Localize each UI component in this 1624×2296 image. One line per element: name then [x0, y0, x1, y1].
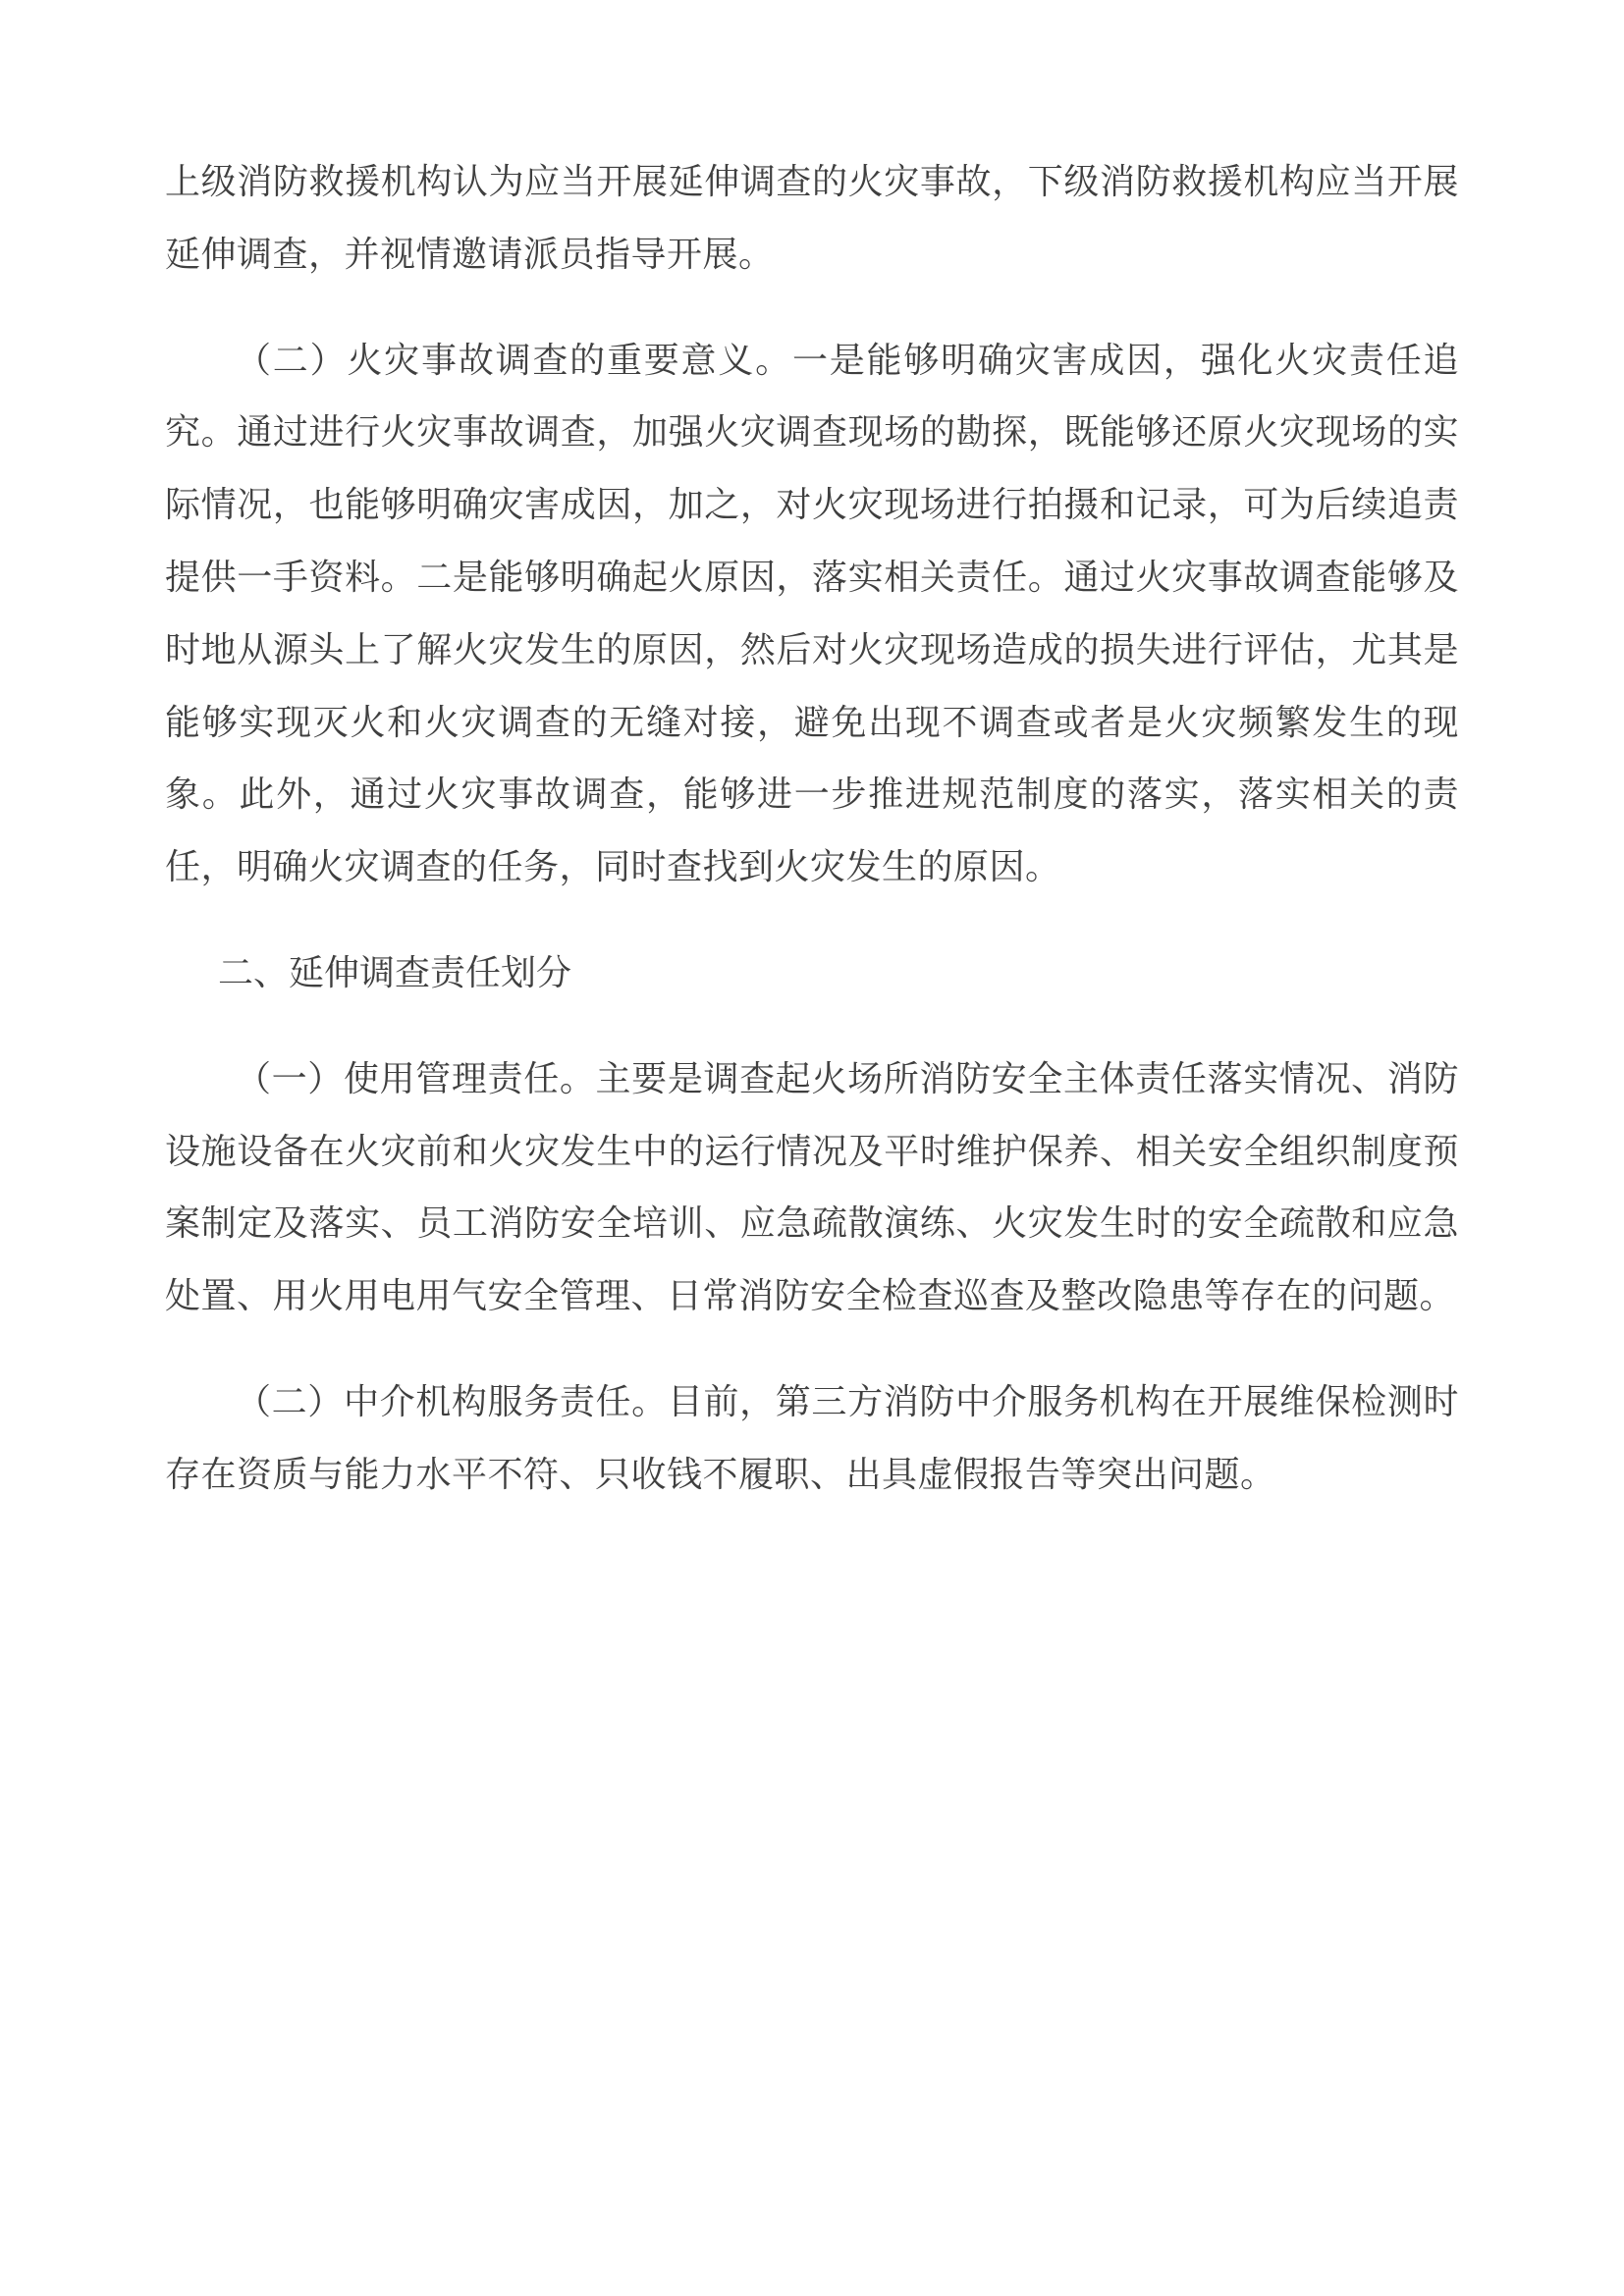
paragraph-section-2-1: （一）使用管理责任。主要是调查起火场所消防安全主体责任落实情况、消防设施设备在火灾前和火灾发生中的运行情况及平时维护保养、相关安全组织制度预案制定及落实、员工消防安全培训、应急疏散演练、火灾发生时的安全疏散和应急处置、用火用电用气安全管理、日常消防安全检查巡查及整改隐患等存在的问题。 — [165, 1057, 1459, 1316]
paragraph-continuation: 上级消防救援机构认为应当开展延伸调查的火灾事故，下级消防救援机构应当开展延伸调查，并视情邀请派员指导开展。 — [165, 161, 1459, 274]
paragraph-section-2-2: （二）中介机构服务责任。目前，第三方消防中介服务机构在开展维保检测时存在资质与能力水平不符、只收钱不履职、出具虚假报告等突出问题。 — [165, 1380, 1459, 1494]
section-heading-2: 二、延伸调查责任划分 — [218, 951, 572, 992]
paragraph-section-1-2: （二）火灾事故调查的重要意义。一是能够明确灾害成因，强化火灾责任追究。通过进行火灾事故调查，加强火灾调查现场的勘探，既能够还原火灾现场的实际情况，也能够明确灾害成因，加之，对火灾现场进行拍摄和记录，可为后续追责提供一手资料。二是能够明确起火原因，落实相关责任。通过火灾事故调查能够及时地从源头上了解火灾发生的原因，然后对火灾现场造成的损失进行评估，尤其是能够实现灭火和火灾调查的无缝对接，避免出现不调查或者是火灾频繁发生的现象。此外，通过火灾事故调查，能够进一步推进规范制度的落实，落实相关的责任，明确火灾调查的任务，同时查找到火灾发生的原因。 — [165, 339, 1459, 887]
document-body — [165, 145, 1459, 1511]
